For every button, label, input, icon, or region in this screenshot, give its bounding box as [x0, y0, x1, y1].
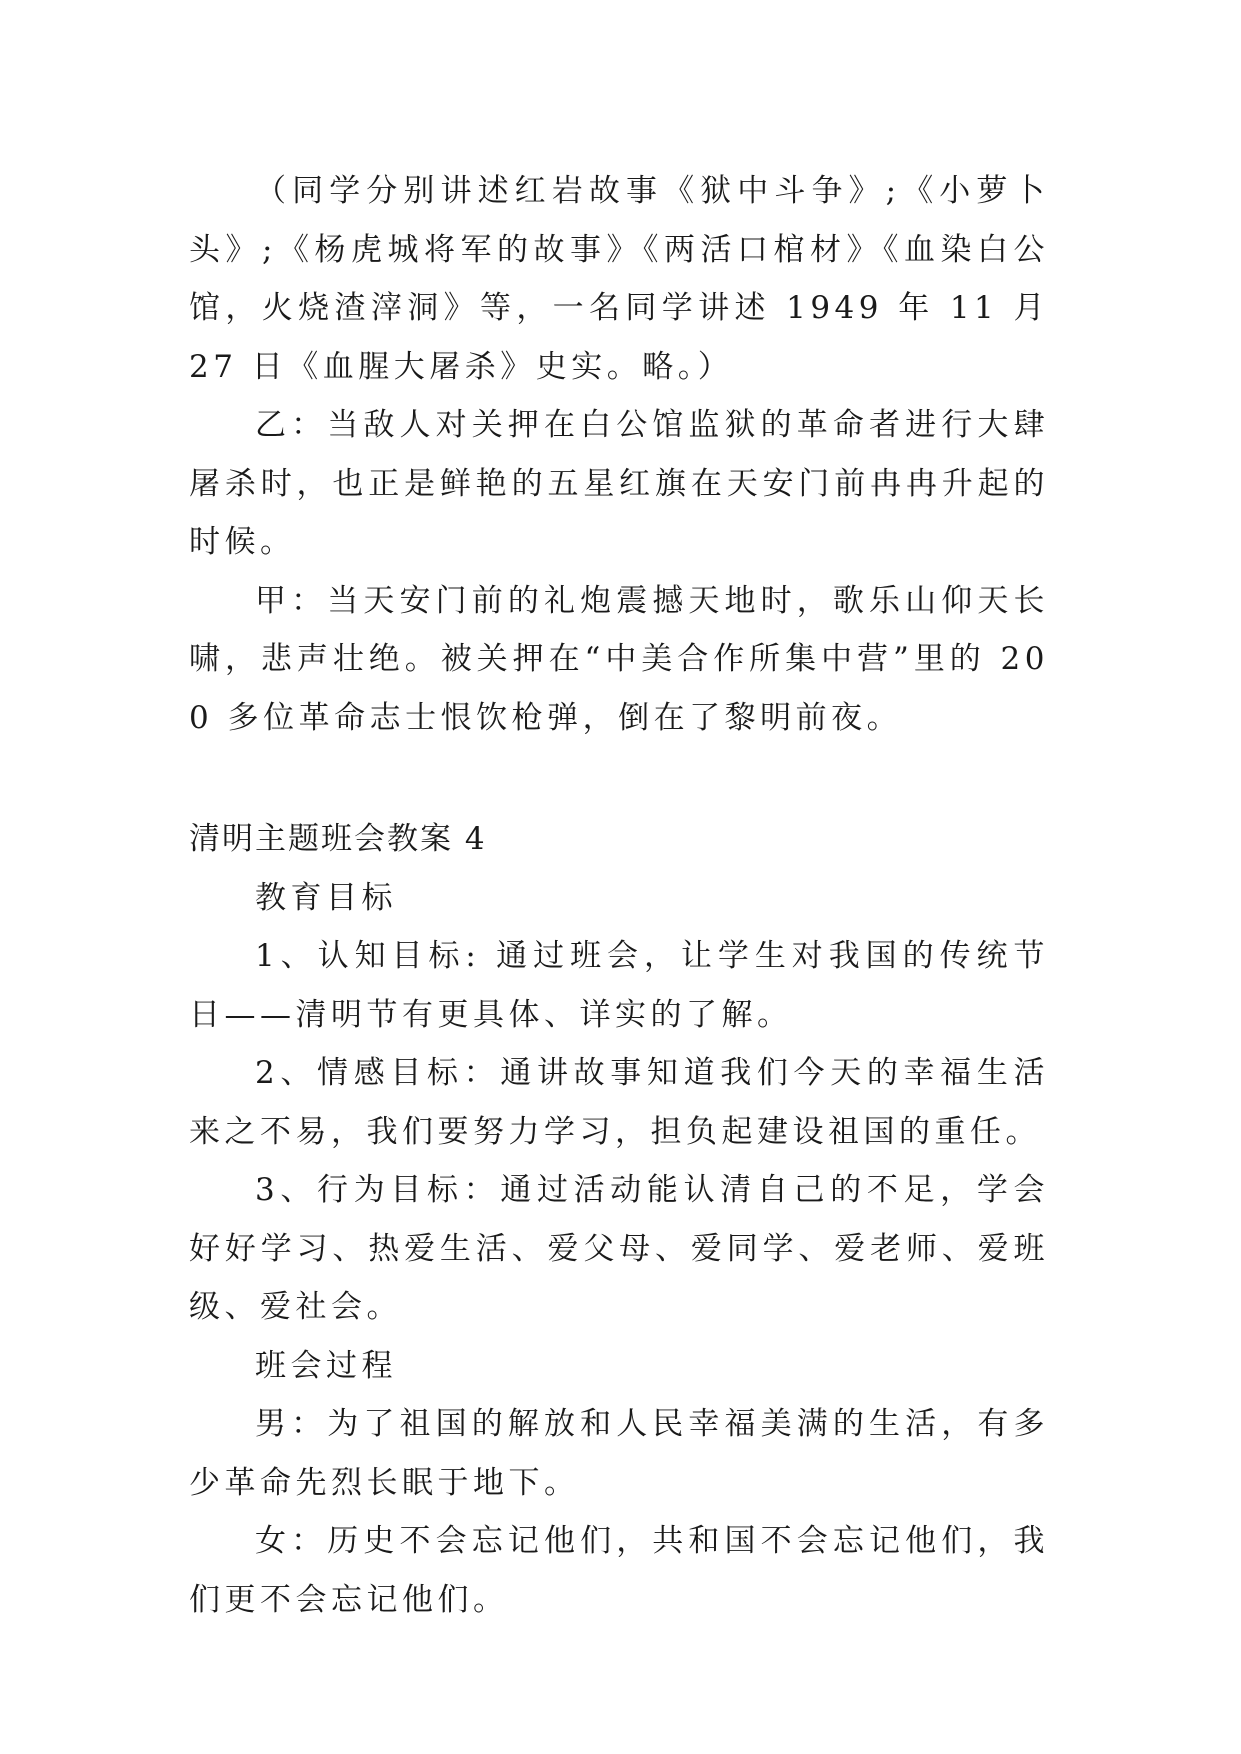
dialogue-male: 男：为了祖国的解放和人民幸福美满的生活，有多少革命先烈长眠于地下。 — [189, 1406, 1049, 1501]
process-heading: 班会过程 — [255, 1347, 397, 1384]
section-gap — [189, 747, 1049, 810]
dialogue-jia: 甲：当天安门前的礼炮震撼天地时，歌乐山仰天长啸，悲声壮绝。被关押在“中美合作所集中营”里的 200 多位革命志士恨饮枪弹，倒在了黎明前夜。 — [189, 582, 1049, 736]
goals-heading: 教育目标 — [255, 879, 397, 916]
section-title: 清明主题班会教案 4 — [189, 821, 487, 857]
goal-cognitive: 1、认知目标: 通过班会，让学生对我国的传统节日——清明节有更具体、详实的了解。 — [189, 938, 1049, 1033]
dialogue-yi: 乙：当敌人对关押在白公馆监狱的革命者进行大肆屠杀时，也正是鲜艳的五星红旗在天安门前冉冉升起的时候。 — [189, 407, 1049, 560]
story-paragraph: （同学分别讲述红岩故事《狱中斗争》;《小萝卜头》;《杨虎城将军的故事》《两活口棺材》《血染白公馆，火烧渣滓洞》等，一名同学讲述 1949 年 11 月 27 日《血腥大屠杀》史实。略。） — [189, 173, 1049, 385]
goal-emotional: 2、情感目标：通讲故事知道我们今天的幸福生活来之不易，我们要努力学习，担负起建设祖国的重任。 — [189, 1055, 1049, 1150]
dialogue-female: 女：历史不会忘记他们，共和国不会忘记他们，我们更不会忘记他们。 — [189, 1523, 1049, 1618]
goal-behavioral: 3、行为目标：通过活动能认清自己的不足，学会好好学习、热爱生活、爱父母、爱同学、爱老师、爱班级、爱社会。 — [189, 1172, 1049, 1325]
document-body — [189, 162, 1049, 1629]
